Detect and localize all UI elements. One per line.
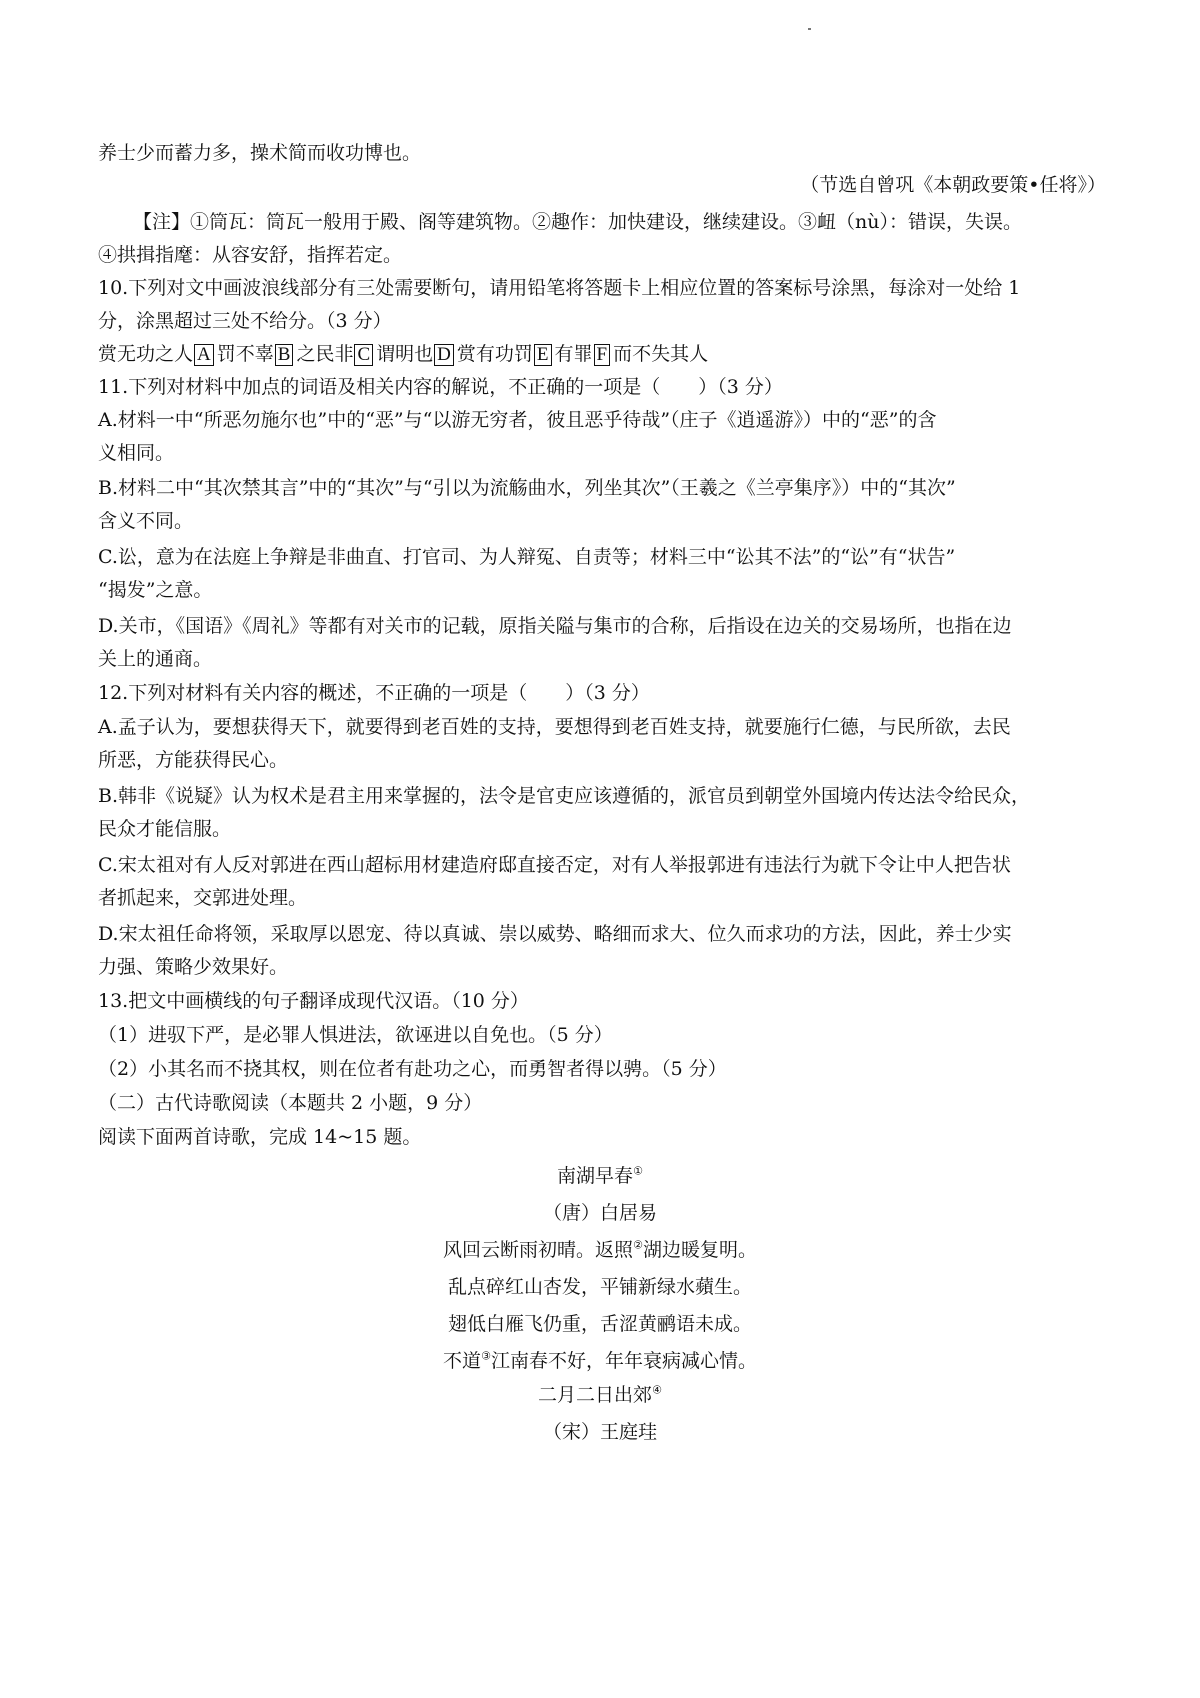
- q10-segment: 罚不辜: [216, 343, 274, 365]
- q11-option-a-line-1: A.材料一中“所恶勿施尔也”中的“恶”与“以游无穷者，彼且恶乎待哉”（庄子《逍遥游》）中的“恶”的含: [98, 409, 937, 431]
- poem1-line-4: [0, 1348, 1200, 1374]
- q11-option-d-line-1: D.关市，《国语》《周礼》等都有对关市的记载，原指关隘与集市的合称，后指设在边关的交易场所，也指在边: [98, 615, 1012, 637]
- q10-segment: 之民非: [296, 343, 354, 365]
- q12-stem: 12.下列对材料有关内容的概述，不正确的一项是（ ）（3 分）: [98, 682, 650, 704]
- q12-option-c-line-2: 者抓起来，交郭进处理。: [98, 887, 308, 909]
- section-heading: （二）古代诗歌阅读（本题共 2 小题，9 分）: [98, 1092, 483, 1114]
- scan-speck: [808, 28, 811, 30]
- q12-option-b-line-2: 民众才能信服。: [98, 818, 232, 840]
- q10-segment: 谓明也: [376, 343, 434, 365]
- q10-segment: 赏有功罚: [456, 343, 533, 365]
- q10-answer-box-e[interactable]: E: [534, 344, 552, 366]
- q13-stem: 13.把文中画横线的句子翻译成现代汉语。（10 分）: [98, 990, 529, 1012]
- q11-option-b-line-2: 含义不同。: [98, 510, 194, 532]
- passage-source: （节选自曾巩《本朝政要策•任将》）: [800, 174, 1106, 196]
- q12-option-a-line-1: A.孟子认为，要想获得天下，就要得到老百姓的支持，要想得到老百姓支持，就要施行仁德，与民所欲，去民: [98, 716, 1011, 738]
- q11-option-c-line-1: C.讼，意为在法庭上争辩是非曲直、打官司、为人辩冤、自责等；材料三中“讼其不法”的“讼”有“状告”: [98, 546, 956, 568]
- q10-stem-line-1: 10.下列对文中画波浪线部分有三处需要断句，请用铅笔将答题卡上相应位置的答案标号涂黑，每涂对一处给 1: [98, 277, 1021, 299]
- q12-option-a-line-2: 所恶，方能获得民心。: [98, 749, 289, 771]
- poem1-title: [0, 1163, 1200, 1189]
- q12-option-c-line-1: C.宋太祖对有人反对郭进在西山超标用材建造府邸直接否定，对有人举报郭进有违法行为就下令让中人把告状: [98, 854, 1011, 876]
- q10-answer-box-f[interactable]: F: [594, 344, 611, 366]
- q10-answer-box-a[interactable]: A: [194, 344, 214, 366]
- q12-option-d-line-1: D.宋太祖任命将领，采取厚以恩宠、待以真诚、崇以威势、略细而求大、位久而求功的方法，因此，养士少实: [98, 923, 1012, 945]
- q11-stem: 11.下列对材料中加点的词语及相关内容的解说，不正确的一项是（ ）（3 分）: [98, 376, 783, 398]
- q10-stem-line-2: 分，涂黑超过三处不给分。（3 分）: [98, 310, 392, 332]
- poem1-line-2: 乱点碎红山杏发，平铺新绿水蘋生。: [447, 1276, 752, 1298]
- poem2-title: [0, 1382, 1200, 1408]
- poem1-author: （唐）白居易: [542, 1202, 657, 1224]
- reading-instruction: 阅读下面两首诗歌，完成 14~15 题。: [98, 1126, 422, 1148]
- q10-answer-box-b[interactable]: B: [275, 344, 294, 366]
- note-line-1: 【注】①筒瓦：筒瓦一般用于殿、阁等建筑物。②趣作：加快建设，继续建设。③衄（nù）：错误，失误。: [133, 211, 1022, 233]
- note-line-2: ④拱揖指麾：从容安舒，指挥若定。: [98, 244, 403, 266]
- q13-item-2: （2）小其名而不挠其权，则在位者有赴功之心，而勇智者得以骋。（5 分）: [98, 1058, 727, 1080]
- q11-option-a-line-2: 义相同。: [98, 442, 175, 464]
- passage-closing-line: 养士少而蓄力多，操术简而收功博也。: [98, 142, 422, 164]
- poem1-footnote-mark: ②: [633, 1238, 643, 1252]
- q11-option-c-line-2: “揭发”之意。: [98, 579, 213, 601]
- q12-option-d-line-2: 力强、策略少效果好。: [98, 956, 289, 978]
- poem1-title-footnote-mark: ①: [633, 1164, 643, 1178]
- q10-segment: 而不失其人: [613, 343, 709, 365]
- poem1-footnote-mark: ③: [481, 1349, 491, 1363]
- poem1-line-3: 翅低白雁飞仍重，舌涩黄鹂语未成。: [447, 1313, 752, 1335]
- poem1-line-1-text: 湖边暖复明。: [642, 1239, 757, 1261]
- q11-option-d-line-2: 关上的通商。: [98, 648, 213, 670]
- q10-sentence-with-boxes: [98, 341, 1108, 367]
- q10-answer-box-c[interactable]: C: [354, 344, 373, 366]
- poem1-line-4-text: 不道: [443, 1350, 482, 1372]
- poem1-line-4-text: 江南春不好，年年衰病减心情。: [490, 1350, 757, 1372]
- poem1-line-1-text: 风回云断雨初晴。返照: [443, 1239, 634, 1261]
- q11-option-b-line-1: B.材料二中“其次禁其言”中的“其次”与“引以为流觞曲水，列坐其次”（王羲之《兰亭集序》）中的“其次”: [98, 477, 956, 499]
- poem2-title-footnote-mark: ④: [652, 1383, 662, 1397]
- poem1-title-text: 南湖早春: [557, 1165, 634, 1187]
- poem1-line-1: [0, 1237, 1200, 1263]
- q10-answer-box-d[interactable]: D: [434, 344, 454, 366]
- poem2-title-text: 二月二日出郊: [538, 1384, 653, 1406]
- q13-item-1: （1）进驭下严，是必罪人惧进法，欲诬进以自免也。（5 分）: [98, 1024, 613, 1046]
- q10-segment: 有罪: [554, 343, 593, 365]
- poem2-author: （宋）王庭珪: [542, 1421, 657, 1443]
- q12-option-b-line-1: B.韩非《说疑》认为权术是君主用来掌握的，法令是官吏应该遵循的，派官员到朝堂外国境内传达法令给民众，: [98, 785, 1031, 807]
- q10-segment: 赏无功之人: [98, 343, 194, 365]
